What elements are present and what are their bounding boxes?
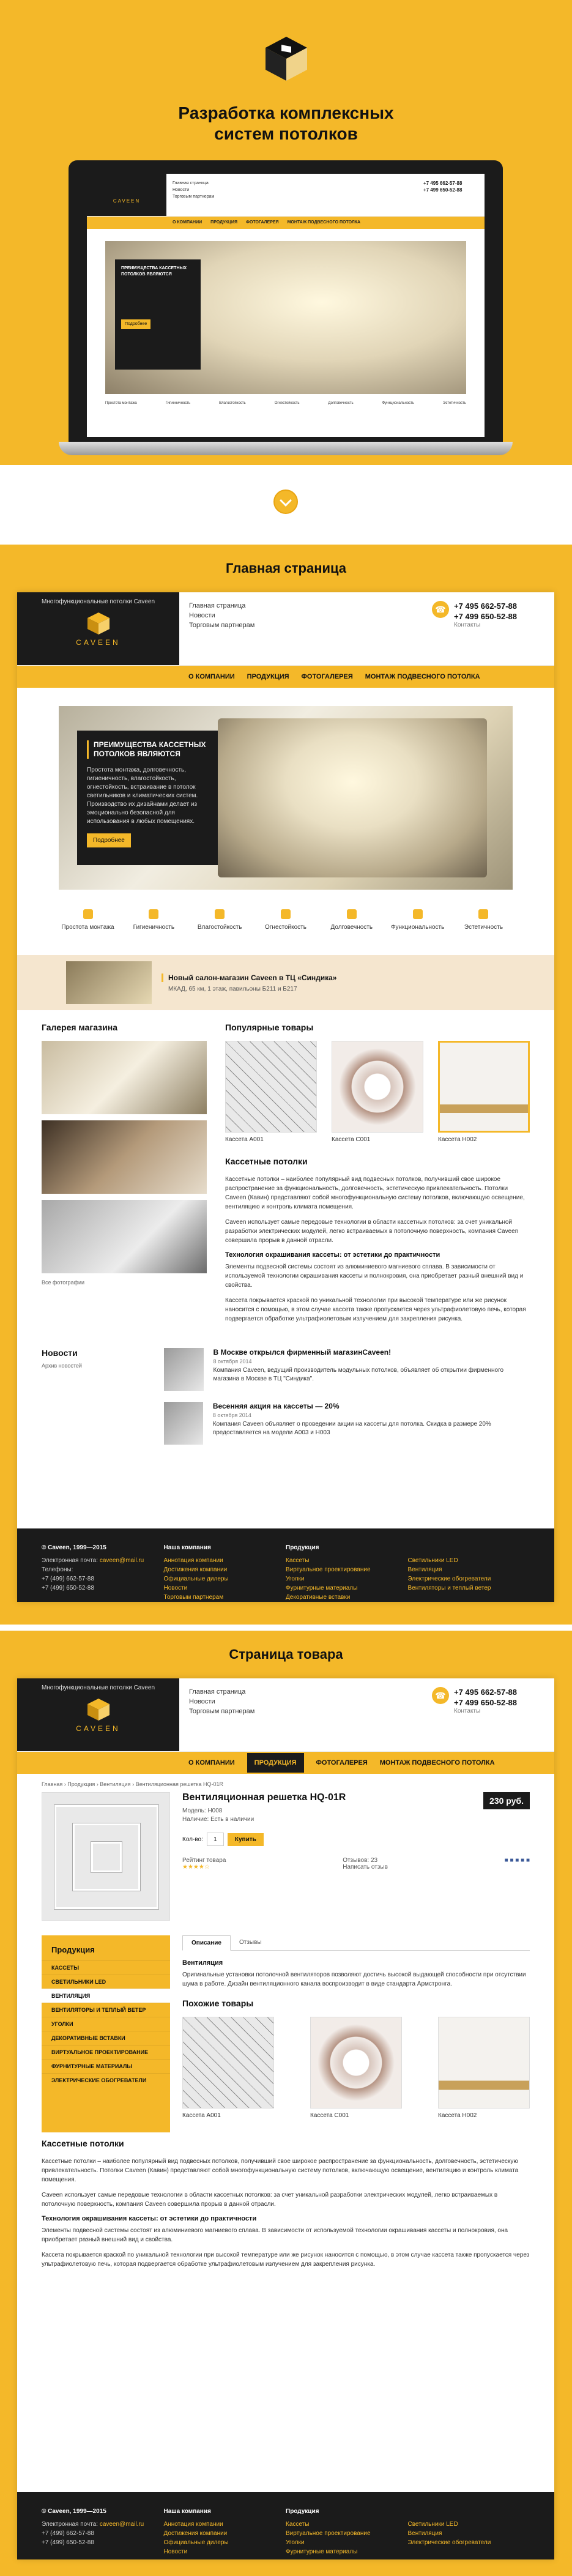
product-card[interactable] [438, 2017, 530, 2119]
mini-slider-button[interactable]: Подробнее [121, 319, 150, 329]
social-share-icons[interactable]: ■ ■ ■ ■ ■ [504, 1857, 530, 1864]
mini-nav-products[interactable]: ПРОДУКЦИЯ [210, 220, 237, 225]
tab-reviews[interactable]: Отзывы [239, 1939, 262, 1946]
footer-link[interactable]: Виртуальное проектирование [286, 1566, 371, 1573]
slider-image [218, 718, 487, 877]
footer-link[interactable]: Новости [163, 1585, 188, 1591]
footer-link[interactable]: Светильники LED [407, 1557, 458, 1564]
similar-products [182, 2017, 530, 2119]
ceilings-paragraph: Элементы подвесной системы состоят из алюминиевого магниевого сплава. В зависимости от используемой технологии окрашивания кассеты и полнокровия, она приобретает разный внешний вид и свойства. [225, 1264, 524, 1289]
store-title: Новый салон-магазин Caveen в ТЦ «Синдика» [162, 973, 336, 982]
link-partners[interactable]: Торговым партнерам [189, 622, 255, 629]
ceilings-title: Кассетные потолки [225, 1156, 308, 1166]
link-news[interactable]: Новости [189, 612, 215, 619]
mini-nav-gallery[interactable]: ФОТОГАЛЕРЕЯ [246, 220, 279, 225]
site-header [17, 592, 554, 666]
footer-link[interactable]: Кассеты [286, 2521, 310, 2528]
ceilings-paragraph: Кассетные потолки – наиболее популярный вид подвесных потолков, получивший свое широкое распространение за функциональность, долговечность, эстетическую привлекательность. Потолки Caveen (Кавин) представляют собой многофункциональную систему потолков, включающую освещение, вентиляцию и контроль климата помещения. [225, 1176, 525, 1210]
sidebar-item[interactable]: ДЕКОРАТИВНЫЕ ВСТАВКИ [42, 2031, 170, 2045]
slider-more-button[interactable]: Подробнее [87, 833, 131, 847]
footer-col-title: Наша компания [163, 2508, 211, 2515]
footer-link[interactable]: Аннотация компании [163, 2521, 223, 2528]
footer-link[interactable]: Вентиляторы и теплый ветер [407, 1585, 491, 1591]
sidebar-item[interactable]: КАССЕТЫ [42, 1960, 170, 1975]
footer-copyright: © Caveen, 1999—2015 [42, 1544, 106, 1551]
product-price: 230 руб. [483, 1792, 530, 1809]
news-item-date: 8 октября 2014 [212, 1412, 251, 1418]
footer-link[interactable]: Достижения компании [163, 2530, 228, 2537]
sidebar-item[interactable]: СВЕТИЛЬНИКИ LED [42, 1975, 170, 1989]
store-address: МКАД, 65 км, 1 этаж, павильоны Б211 и Б217 [168, 985, 297, 992]
footer-email-label: Электронная почта: [42, 1557, 98, 1564]
nav-gallery[interactable]: ФОТОГАЛЕРЕЯ [301, 673, 353, 680]
feature-icon [281, 909, 291, 919]
footer-link[interactable]: Достижения компании [163, 1566, 228, 1573]
product-image [182, 2017, 274, 2109]
footer-phones-label: Телефоны: [42, 1566, 73, 1573]
mini-features [87, 394, 485, 405]
brand-tagline: Многофункциональные потолки Caveen [41, 1684, 155, 1691]
product-summary [17, 1792, 554, 1921]
footer-link[interactable]: Электрические обогреватели [407, 1576, 491, 1582]
hero-slider [59, 706, 513, 890]
quantity-row [182, 1833, 530, 1846]
mini-link-home[interactable]: Главная страница [173, 181, 209, 185]
ceilings-subtitle: Технология окрашивания кассеты: от эстетики до практичности [42, 2215, 257, 2222]
gallery-photo[interactable] [42, 1041, 207, 1114]
ceilings-paragraph: Кассета покрывается краской по уникальной технологии при высокой температуре или же рисунок наносится с помощью, в этом случае кассета также пропускается через ультрафиолетовую печь, которая подвергается обработке ультрафиолетовым излучением для закрепления рисунка. [225, 1297, 526, 1322]
news-item[interactable] [164, 1402, 530, 1445]
sidebar-item[interactable]: ВЕНТИЛЯЦИЯ [42, 1989, 170, 2003]
product-stock: Наличие: Есть в наличии [182, 1816, 254, 1823]
header-links [179, 592, 426, 665]
mini-feature: Огнестойкость [274, 401, 300, 405]
mini-feature: Простота монтажа [105, 401, 137, 405]
similar-title: Похожие товары [182, 1998, 254, 2008]
feature-icon [215, 909, 225, 919]
product-name: Кассета Н002 [438, 1136, 477, 1143]
slider-text: Простота монтажа, долговечность, гигиеничность, влагостойкость, огнестойкость, встраивание в потолок светильников и климатических систем. Производство их дизайнами делает из эмоционально безопасной для использования в любых помещениях. [87, 767, 198, 825]
hero-scroll-zone [0, 465, 572, 545]
product-image [438, 2017, 530, 2109]
tab-description[interactable]: Описание [182, 1935, 231, 1951]
nav-gallery[interactable]: ФОТОГАЛЕРЕЯ [316, 1759, 368, 1766]
mini-phone1: +7 495 662-57-88 [423, 181, 462, 186]
home-page-mockup [17, 592, 554, 1602]
site-footer [17, 2492, 554, 2559]
footer-link[interactable]: Торговым партнерам [163, 1594, 224, 1601]
cube-logo-icon [263, 35, 310, 82]
feature-item: Влагостойкость [191, 909, 249, 931]
site-brand[interactable] [17, 592, 179, 665]
mini-phone2: +7 499 650-52-88 [423, 187, 462, 193]
product-card[interactable] [182, 2017, 274, 2119]
phone-2[interactable]: +7 499 650-52-88 [454, 612, 518, 621]
feature-item: Эстетичность [455, 909, 513, 931]
sidebar-item[interactable]: ФУРНИТУРНЫЕ МАТЕРИАЛЫ [42, 2059, 170, 2073]
qty-label: Кол-во: [182, 1836, 203, 1843]
news-title: Новости [42, 1348, 78, 1358]
rating-stars[interactable]: ★★★★☆ [182, 1864, 210, 1871]
brand-name: CAVEEN [76, 638, 121, 647]
home-page-section [0, 545, 572, 1625]
rating-row [182, 1857, 530, 1871]
mini-nav [87, 217, 485, 229]
nav-mounting[interactable]: МОНТАЖ ПОДВЕСНОГО ПОТОЛКА [365, 673, 480, 680]
news-image [164, 1402, 203, 1445]
footer-link[interactable]: Фурнитурные материалы [286, 1585, 358, 1591]
ceilings-title: Кассетные потолки [42, 2139, 124, 2148]
product-page-mockup [17, 1678, 554, 2559]
feature-icon [83, 909, 93, 919]
product-ceilings-text [17, 2132, 554, 2269]
ceilings-paragraph: Элементы подвесной системы состоят из алюминиевого магниевого сплава. В зависимости от используемой технологии окрашивания кассеты и полнокровия, она приобретает разный внешний вид и свойства. [42, 2227, 508, 2243]
site-header [17, 1678, 554, 1752]
footer-phone1: +7 (499) 662-57-88 [42, 2530, 94, 2537]
section-title-product: Страница товара [229, 1647, 343, 1662]
sidebar-item[interactable]: ВИРТУАЛЬНОЕ ПРОЕКТИРОВАНИЕ [42, 2045, 170, 2059]
mini-brand: CAVEEN [87, 174, 166, 216]
main-nav [17, 666, 554, 688]
buy-button[interactable]: Купить [228, 1833, 264, 1846]
news-item-text: Компания Caveen объявляет о проведении акции на кассеты для потолка. Скидка в размере 20% предоставляется на модели А003 и Н003 [212, 1421, 491, 1436]
gallery-photo[interactable] [42, 1200, 207, 1273]
ceilings-paragraph: Caveen использует самые передовые технологии в области кассетных потолков: за счет уникальной разработки электрических модулей, легко встраиваемых в потолочную поверхность, компания Caveen совершила прорыв в данной отрасли. [225, 1219, 519, 1244]
breadcrumb[interactable]: Главная › Продукция › Вентиляция › Вентиляционная решетка HQ-01R [42, 1781, 224, 1787]
content-columns [17, 1010, 554, 1330]
footer-link[interactable]: Кассеты [286, 1557, 310, 1564]
news-item-title: В Москве открылся фирменный магазинCaveen! [213, 1348, 392, 1357]
mini-slider-title: ПРЕИМУЩЕСТВА КАССЕТНЫХ ПОТОЛКОВ ЯВЛЯЮТСЯ [121, 266, 187, 277]
footer-email[interactable]: caveen@mail.ru [99, 1557, 144, 1564]
gallery-title: Галерея магазина [42, 1022, 117, 1032]
ceilings-paragraph: Кассетные потолки – наиболее популярный вид подвесных потолков, получивший свое широкое распространение за функциональность, долговечность, эстетическую привлекательность. Потолки Caveen (Кавин) представляют собой многофункциональную систему потолков, включающую освещение, вентиляцию и контроль климата помещения. [42, 2158, 519, 2183]
product-name: Кассета А001 [182, 2112, 221, 2119]
header-links [179, 1678, 426, 1751]
link-home[interactable]: Главная страница [189, 602, 246, 609]
footer-link[interactable]: Вентиляция [407, 1566, 442, 1573]
product-name: Кассета А001 [225, 1136, 264, 1143]
footer-link[interactable]: Официальные дилеры [163, 1576, 229, 1582]
news-item-text: Компания Caveen, ведущий производитель модульных потолков, объявляет об открытии фирменного магазина в Москве в ТЦ "Синдика". [213, 1367, 504, 1382]
feature-item: Простота монтажа [59, 909, 117, 931]
news-image [164, 1348, 204, 1391]
nav-about[interactable]: О КОМПАНИИ [188, 1759, 235, 1766]
feature-icon [149, 909, 158, 919]
store-image [66, 961, 152, 1004]
ceilings-paragraph: Кассета покрывается краской по уникальной технологии при высокой температуре или же рисунок наносится с помощью, в этом случае кассета также пропускается через ультрафиолетовую печь, которая подвергается обработке ультрафиолетовым излучением для закрепления рисунка. [42, 2252, 530, 2268]
product-card[interactable] [332, 1041, 423, 1143]
footer-phone2: +7 (499) 650-52-88 [42, 1585, 94, 1591]
product-card[interactable] [310, 2017, 402, 2119]
description-text: Оригинальные установки потолочной вентиляторов позволяют достичь высокой выдающей способности при отсутствии шума в работе. Дизайн вентиляционного канала воспроизводит в виде стандарта Армстронга. [182, 1971, 526, 1987]
mini-feature: Долговечность [328, 401, 354, 405]
news-archive-link[interactable]: Архив новостей [42, 1363, 82, 1369]
footer-col-title: Продукция [286, 1544, 319, 1551]
reviews-count[interactable]: Отзывов: 23 [343, 1857, 378, 1864]
nav-products[interactable]: ПРОДУКЦИЯ [247, 1753, 304, 1773]
brand-tagline: Многофункциональные потолки Caveen [41, 598, 155, 605]
scroll-down-button[interactable] [273, 490, 298, 514]
product-title: Вентиляционная решетка HQ-01R [182, 1792, 346, 1803]
product-page-section [0, 1631, 572, 2576]
footer-link[interactable]: Электрические обогреватели [407, 2539, 491, 2546]
footer-link[interactable]: Декоративные вставки [286, 1594, 351, 1601]
mini-feature: Функциональность [382, 401, 415, 405]
footer-phone1: +7 (499) 662-57-88 [42, 1576, 94, 1582]
link-partners[interactable]: Торговым партнерам [189, 1708, 255, 1715]
main-nav [17, 1752, 554, 1774]
popular-title: Популярные товары [225, 1022, 314, 1032]
phone-1[interactable]: +7 495 662-57-88 [454, 601, 518, 611]
footer-copyright: © Caveen, 1999—2015 [42, 2508, 106, 2515]
quantity-input[interactable]: 1 [207, 1833, 224, 1846]
product-card[interactable] [225, 1041, 317, 1143]
ceilings-subtitle: Технология окрашивания кассеты: от эстетики до практичности [225, 1251, 440, 1259]
popular-products [225, 1041, 530, 1143]
product-name: Кассета С001 [310, 2112, 349, 2119]
ceilings-paragraph: Caveen использует самые передовые технологии в области кассетных потолков: за счет уникальной разработки электрических модулей, легко встраиваемых в потолочную поверхность, компания Caveen совершила прорыв в данной отрасли. [42, 2192, 498, 2208]
sidebar-item[interactable]: УГОЛКИ [42, 2017, 170, 2031]
hero-section [0, 0, 572, 465]
mini-feature: Влагостойкость [219, 401, 246, 405]
features-row [17, 890, 554, 931]
laptop-base [59, 442, 513, 455]
product-name: Кассета Н002 [438, 2112, 477, 2119]
mini-link-news[interactable]: Новости [173, 188, 190, 192]
category-sidebar [42, 1935, 170, 2132]
product-model: Модель: H008 [182, 1807, 223, 1814]
sidebar-item[interactable]: ЭЛЕКТРИЧЕСКИЕ ОБОГРЕВАТЕЛИ [42, 2073, 170, 2087]
mini-nav-about[interactable]: О КОМПАНИИ [173, 220, 202, 225]
footer-link[interactable]: Уголки [286, 2539, 305, 2546]
footer-link[interactable]: Вентиляция [407, 2530, 442, 2537]
product-card[interactable] [438, 1041, 530, 1143]
footer-col-title: Наша компания [163, 1544, 211, 1551]
laptop-mockup [69, 160, 503, 455]
feature-item: Функциональность [388, 909, 447, 931]
sidebar-title: Продукция [51, 1945, 95, 1954]
contacts-link[interactable]: Контакты [454, 622, 481, 628]
product-image [438, 1041, 530, 1133]
brand-name: CAVEEN [76, 1724, 121, 1733]
section-title-home: Главная страница [225, 560, 347, 576]
phone-1[interactable]: +7 495 662-57-88 [454, 1688, 518, 1697]
header-contact [426, 592, 554, 665]
product-main-image[interactable] [42, 1792, 170, 1921]
product-image [310, 2017, 402, 2109]
footer-email[interactable]: caveen@mail.ru [99, 2521, 144, 2528]
footer-link[interactable]: Аннотация компании [163, 1557, 223, 1564]
nav-products[interactable]: ПРОДУКЦИЯ [247, 673, 289, 680]
feature-icon [413, 909, 423, 919]
slider-title: ПРЕИМУЩЕСТВА КАССЕТНЫХ ПОТОЛКОВ ЯВЛЯЮТСЯ [87, 740, 208, 759]
write-review-link[interactable]: Написать отзыв [343, 1864, 388, 1871]
phone-icon: ☎ [432, 601, 449, 618]
store-banner[interactable] [17, 955, 554, 1010]
footer-link[interactable]: Новости [163, 2548, 188, 2555]
feature-icon [347, 909, 357, 919]
product-image [225, 1041, 317, 1133]
gallery-photo[interactable] [42, 1120, 207, 1194]
gallery-column [42, 1022, 207, 1330]
news-item-title: Весенняя акция на кассеты — 20% [212, 1402, 340, 1410]
news-item-date: 8 октября 2014 [213, 1358, 252, 1364]
product-body [17, 1921, 554, 2132]
footer-link[interactable]: Фурнитурные материалы [286, 2548, 358, 2555]
link-news[interactable]: Новости [189, 1698, 215, 1705]
products-column [225, 1022, 530, 1330]
mini-feature: Гигиеничность [165, 401, 191, 405]
laptop-screen [87, 174, 485, 437]
footer-col-title: Продукция [286, 2508, 319, 2515]
site-brand[interactable] [17, 1678, 179, 1751]
footer-email-label: Электронная почта: [42, 2521, 98, 2528]
mini-nav-mount[interactable]: МОНТАЖ ПОДВЕСНОГО ПОТОЛКА [287, 220, 361, 225]
footer-phone2: +7 (499) 650-52-88 [42, 2539, 94, 2546]
footer-link[interactable]: Виртуальное проектирование [286, 2530, 371, 2537]
cube-logo-icon [86, 1697, 111, 1722]
feature-icon [478, 909, 488, 919]
sidebar-item[interactable]: ВЕНТИЛЯТОРЫ И ТЕПЛЫЙ ВЕТЕР [42, 2003, 170, 2017]
feature-item: Долговечность [322, 909, 381, 931]
product-image [332, 1041, 423, 1133]
phone-icon: ☎ [432, 1687, 449, 1704]
link-home[interactable]: Главная страница [189, 1688, 246, 1696]
mini-link-partners[interactable]: Торговым партнерам [173, 195, 215, 199]
feature-item: Огнестойкость [256, 909, 314, 931]
news-item[interactable] [164, 1348, 530, 1391]
mini-feature: Эстетичность [443, 401, 466, 405]
footer-link[interactable]: Официальные дилеры [163, 2539, 229, 2546]
nav-about[interactable]: О КОМПАНИИ [188, 673, 235, 680]
feature-item: Гигиеничность [125, 909, 183, 931]
product-name: Кассета С001 [332, 1136, 371, 1143]
news-block [17, 1330, 554, 1456]
phone-2[interactable]: +7 499 650-52-88 [454, 1698, 518, 1707]
rating-label: Рейтинг товара [182, 1857, 226, 1864]
slider-caption [77, 731, 218, 865]
nav-mounting[interactable]: МОНТАЖ ПОДВЕСНОГО ПОТОЛКА [379, 1759, 495, 1766]
chevron-down-icon [280, 494, 292, 507]
footer-link[interactable]: Светильники LED [407, 2521, 458, 2528]
product-tabs [182, 1935, 530, 1951]
hero-title: Разработка комплексных систем потолков [178, 103, 394, 143]
header-contact [426, 1678, 554, 1751]
footer-link[interactable]: Уголки [286, 1576, 305, 1582]
cube-logo-icon [86, 611, 111, 636]
product-main [170, 1935, 530, 2132]
mini-slider [105, 241, 466, 394]
contacts-link[interactable]: Контакты [454, 1708, 481, 1714]
all-photos-link[interactable]: Все фотографии [42, 1279, 85, 1286]
site-footer [17, 1528, 554, 1602]
description-title: Вентиляция [182, 1959, 223, 1967]
